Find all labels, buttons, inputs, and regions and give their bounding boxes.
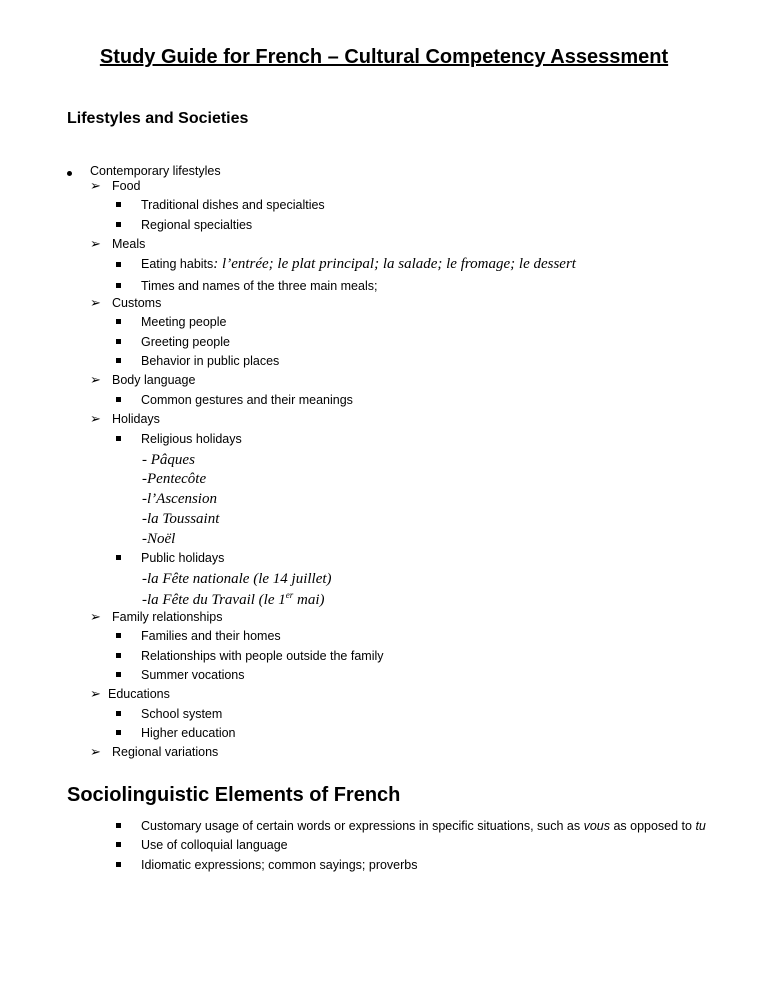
holiday-item-superscript: er — [285, 590, 294, 600]
holiday-item-text: -la Fête du Travail (le 1 — [142, 592, 286, 608]
square-bullet-icon — [116, 436, 121, 441]
section-heading-sociolinguistic: Sociolinguistic Elements of French — [67, 784, 401, 806]
list-item: Regional variations — [112, 745, 219, 759]
list-item: School system — [141, 707, 223, 721]
list-item: Summer vocations — [141, 668, 245, 682]
holiday-item-text: mai) — [293, 592, 325, 608]
bullet-marker — [67, 171, 72, 176]
list-item: Common gestures and their meanings — [141, 393, 353, 407]
page-title: Study Guide for French – Cultural Competency Assessment — [99, 46, 669, 68]
list-item: Greeting people — [141, 335, 230, 349]
holiday-item: -l’Ascension — [142, 491, 217, 507]
list-item: Meeting people — [141, 315, 227, 329]
list-item: Use of colloquial language — [141, 838, 288, 852]
list-item: Idiomatic expressions; common sayings; proverbs — [141, 858, 418, 872]
list-item: Meals — [112, 237, 146, 251]
list-item: Public holidays — [141, 551, 225, 565]
holiday-item: -Noël — [142, 531, 176, 547]
list-item: Regional specialties — [141, 218, 253, 232]
list-item: Food — [112, 179, 141, 193]
list-item: Contemporary lifestyles — [90, 164, 221, 178]
eating-habits-list: : l’entrée; le plat principal; la salade; le fromage; le dessert — [213, 256, 576, 272]
arrow-bullet-icon: ➢ — [90, 372, 101, 387]
list-item: Behavior in public places — [141, 354, 280, 368]
square-bullet-icon — [116, 202, 121, 207]
list-item: Higher education — [141, 726, 236, 740]
list-item: Customs — [112, 296, 162, 310]
list-item: Educations — [108, 687, 170, 701]
eating-habits-label: Eating habits — [141, 257, 214, 271]
arrow-bullet-icon: ➢ — [90, 236, 101, 251]
holiday-item — [142, 590, 324, 609]
list-item: Religious holidays — [141, 432, 242, 446]
arrow-bullet-icon: ➢ — [90, 295, 101, 310]
holiday-item: -la Fête nationale (le 14 juillet) — [142, 571, 332, 587]
arrow-bullet-icon: ➢ — [90, 686, 101, 701]
arrow-bullet-icon: ➢ — [90, 178, 101, 193]
list-item-text: as opposed to — [609, 819, 696, 833]
square-bullet-icon — [116, 633, 121, 638]
square-bullet-icon — [116, 711, 121, 716]
holiday-item: -Pentecôte — [142, 471, 207, 487]
list-item — [141, 819, 706, 833]
list-item: Body language — [112, 373, 196, 387]
list-item-italic: vous — [583, 819, 610, 833]
list-item: Families and their homes — [141, 629, 281, 643]
section-heading-lifestyles: Lifestyles and Societies — [67, 110, 249, 127]
square-bullet-icon — [116, 842, 121, 847]
square-bullet-icon — [116, 672, 121, 677]
square-bullet-icon — [116, 319, 121, 324]
list-item — [141, 256, 576, 273]
square-bullet-icon — [116, 358, 121, 363]
square-bullet-icon — [116, 653, 121, 658]
list-item: Traditional dishes and specialties — [141, 198, 325, 212]
holiday-item: -la Toussaint — [142, 511, 220, 527]
square-bullet-icon — [116, 339, 121, 344]
list-item: Holidays — [112, 412, 160, 426]
holiday-item: - Pâques — [142, 452, 195, 468]
square-bullet-icon — [116, 283, 121, 288]
list-item-italic: tu — [695, 819, 706, 833]
list-item: Relationships with people outside the family — [141, 649, 384, 663]
square-bullet-icon — [116, 862, 121, 867]
list-item: Times and names of the three main meals; — [141, 279, 378, 293]
square-bullet-icon — [116, 262, 121, 267]
arrow-bullet-icon: ➢ — [90, 411, 101, 426]
arrow-bullet-icon: ➢ — [90, 744, 101, 759]
arrow-bullet-icon: ➢ — [90, 609, 101, 624]
square-bullet-icon — [116, 730, 121, 735]
square-bullet-icon — [116, 823, 121, 828]
square-bullet-icon — [116, 397, 121, 402]
square-bullet-icon — [116, 222, 121, 227]
list-item: Family relationships — [112, 610, 223, 624]
list-item-text: Customary usage of certain words or expressions in specific situations, such as — [141, 819, 584, 833]
square-bullet-icon — [116, 555, 121, 560]
